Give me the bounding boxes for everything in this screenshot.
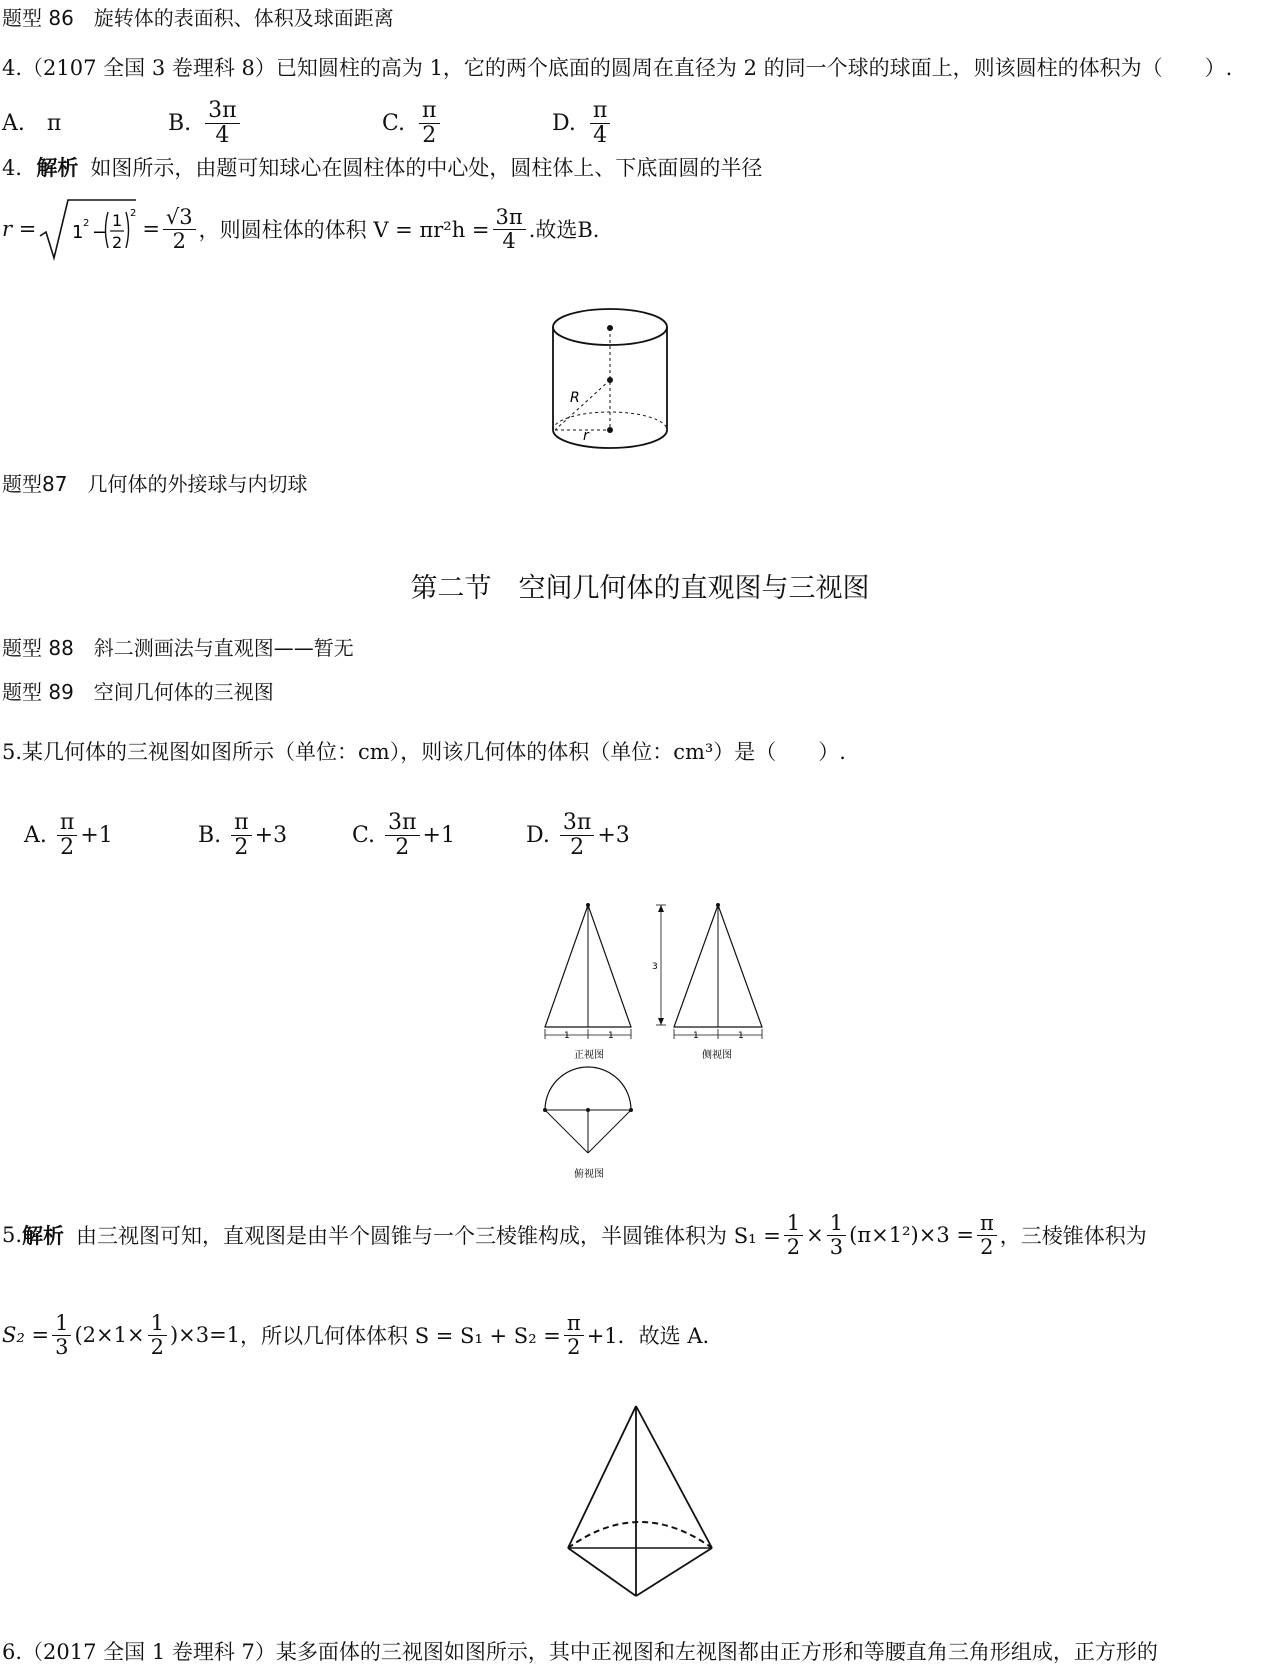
side-view-label: 侧视图 [702,1050,732,1061]
svg-text:1: 1 [738,1031,744,1041]
svg-text:1: 1 [112,211,123,230]
three-view-figure [530,895,780,1185]
radius-r-label: r [583,428,589,444]
svg-text:2: 2 [83,218,90,229]
front-view-label: 正视图 [574,1050,604,1061]
sqrt-sign-icon [38,196,138,262]
q5-option-d: D. $\frac{3\pi}{2}$ +3 [526,810,630,860]
question-4-stem: 4.（2107 全国 3 卷理科 8）已知圆柱的高为 1，它的两个底面的圆周在直径为 2 的同一个球的球面上，则该圆柱的体积为（ ）. [2,56,1233,80]
section-heading-89: 题型 89 空间几何体的三视图 [2,680,274,704]
q5-solution-line1: 5. 解析 由三视图可知，直观图是由半个圆锥与一个三棱锥构成，半圆锥体积为 S₁ = $\frac{1}{2}$ × $\frac{1}{3}$ (π×1²)×3 = $\frac{\pi}{2}$ ，三棱锥体积为 [2,1211,1147,1259]
q4-solution-line1: 4．解析 如图所示，由题可知球心在圆柱体的中心处，圆柱体上、下底面圆的半径 [2,156,763,180]
section-heading-88: 题型 88 斜二测画法与直观图——暂无 [2,636,354,660]
radius-R-label: R [570,390,580,406]
top-view-label: 俯视图 [574,1169,604,1180]
svg-text:1: 1 [564,1031,570,1041]
question-6-stem: 6.（2017 全国 1 卷理科 7）某多面体的三视图如图所示，其中正视图和左视图都由正方形和等腰直角三角形组成，正方形的 [2,1640,1158,1664]
section-heading-86: 题型 86 旋转体的表面积、体积及球面距离 [2,6,394,30]
top-view-drawing [543,1067,633,1180]
q5-option-a: A. $\frac{\pi}{2}$ +1 [24,810,113,860]
q5-solution-line2: S₂ = $\frac{1}{3}$ (2×1× $\frac{1}{2}$ )×3=1 ，所以几何体体积 S = S₁ + S₂ = $\frac{\pi}{2}$ +1．故选 A. [2,1311,710,1359]
chapter-title: 第二节 空间几何体的直观图与三视图 [410,573,870,604]
side-view-drawing [674,903,762,1061]
q4-option-c: C. $\frac{\pi}{2}$ [382,93,443,153]
cylinder-sphere-figure [545,302,675,462]
q4-solution-line2: r = 1 2 − 1 2 2 = $\frac{√3}{2}$ ，则圆柱体的体积 V = πr²h = $\frac{3\pi}{4}$ .故选B. [2,196,599,262]
section-heading-87: 题型87 几何体的外接球与内切球 [2,472,308,496]
q4-option-b: B. $\frac{3\pi}{4}$ [168,93,243,153]
svg-text:1: 1 [608,1031,614,1041]
solid-figure [560,1400,720,1600]
svg-text:2: 2 [130,208,137,219]
svg-text:2: 2 [112,233,123,252]
svg-text:3: 3 [652,962,658,972]
q4-option-a: A. π [2,110,62,136]
svg-text:−: − [92,222,108,243]
front-view-drawing [545,903,631,1061]
svg-text:1: 1 [693,1031,699,1041]
svg-text:1: 1 [72,222,84,243]
height-dimension [652,905,666,1025]
question-5-stem: 5.某几何体的三视图如图所示（单位：cm），则该几何体的体积（单位：cm³）是（ ）. [2,740,846,764]
q5-option-b: B. $\frac{\pi}{2}$ +3 [198,810,288,860]
q5-option-c: C. $\frac{3\pi}{2}$ +1 [352,810,455,860]
q4-option-d: D. $\frac{\pi}{4}$ [552,93,613,153]
